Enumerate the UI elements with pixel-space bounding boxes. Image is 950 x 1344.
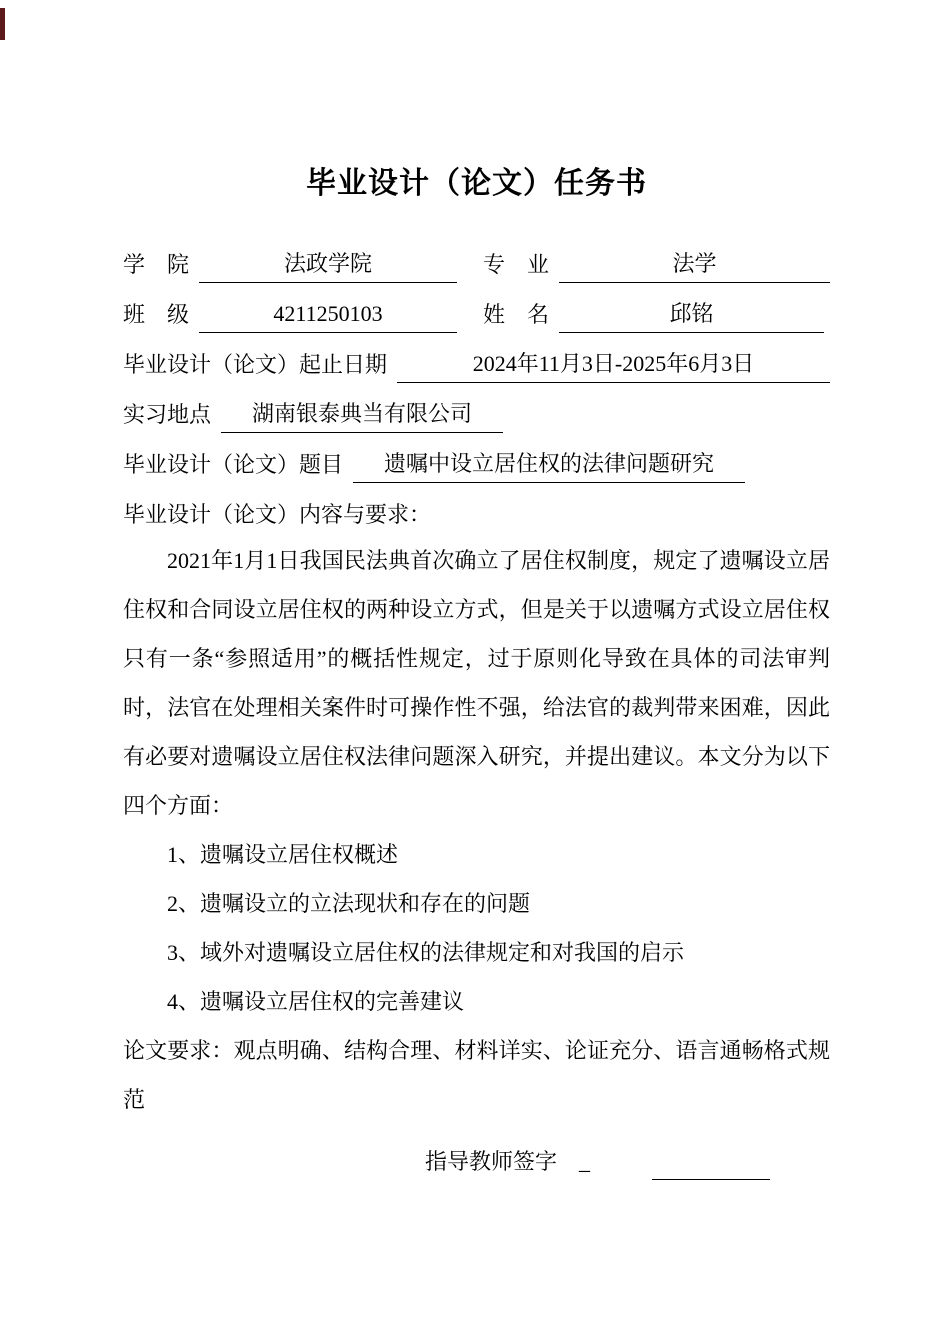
dates-label: 毕业设计（论文）起止日期 bbox=[123, 352, 388, 377]
topic-value: 遗嘱中设立居住权的法律问题研究 bbox=[353, 449, 745, 483]
document-title: 毕业设计（论文）任务书 bbox=[306, 167, 647, 200]
row-content-heading bbox=[123, 483, 830, 533]
content-label: 毕业设计（论文）内容与要求： bbox=[123, 502, 432, 527]
class-value: 4211250103 bbox=[199, 299, 457, 333]
internship-value: 湖南银泰典当有限公司 bbox=[221, 399, 503, 433]
signature-label: 指导教师签字 bbox=[425, 1149, 558, 1174]
signature-line bbox=[652, 1151, 770, 1180]
college-label: 学 院 bbox=[123, 252, 190, 277]
dates-value: 2024年11月3日-2025年6月3日 bbox=[397, 349, 830, 383]
class-label: 班 级 bbox=[123, 302, 190, 327]
topic-label: 毕业设计（论文）题目 bbox=[123, 452, 344, 477]
intro-paragraph: 2021年1月1日我国民法典首次确立了居住权制度，规定了遗嘱设立居住权和合同设立居住权的两种设立方式，但是关于以遗嘱方式设立居住权只有一条“参照适用”的概括性规定，过于原则化导致在具体的司法审判时，法官在处理相关案件时可操作性不强，给法官的裁判带来困难，因此有必要对遗嘱设立居住权法律问题深入研究，并提出建议。本文分为以下四个方面： bbox=[123, 548, 830, 818]
name-label: 姓 名 bbox=[483, 302, 550, 327]
row-topic bbox=[123, 433, 830, 483]
row-dates bbox=[123, 333, 830, 383]
college-value: 法政学院 bbox=[199, 249, 457, 283]
row-college-major bbox=[123, 233, 830, 283]
list-item-3: 3、域外对遗嘱设立居住权的法律规定和对我国的启示 bbox=[167, 940, 685, 965]
list-item-1: 1、遗嘱设立居住权概述 bbox=[167, 842, 399, 867]
requirements-paragraph: 论文要求：观点明确、结构合理、材料详实、论证充分、语言通畅格式规范 bbox=[123, 1038, 830, 1112]
row-internship bbox=[123, 383, 830, 433]
signature-underscore: _ bbox=[579, 1149, 591, 1174]
row-class-name bbox=[123, 283, 830, 333]
signature-row bbox=[425, 1128, 830, 1180]
internship-label: 实习地点 bbox=[123, 402, 212, 427]
list-item-2: 2、遗嘱设立的立法现状和存在的问题 bbox=[167, 891, 531, 916]
major-value: 法学 bbox=[559, 249, 830, 283]
name-value: 邱铭 bbox=[559, 299, 824, 333]
major-label: 专 业 bbox=[483, 252, 550, 277]
list-item-4: 4、遗嘱设立居住权的完善建议 bbox=[167, 989, 465, 1014]
body-content bbox=[123, 536, 830, 1124]
